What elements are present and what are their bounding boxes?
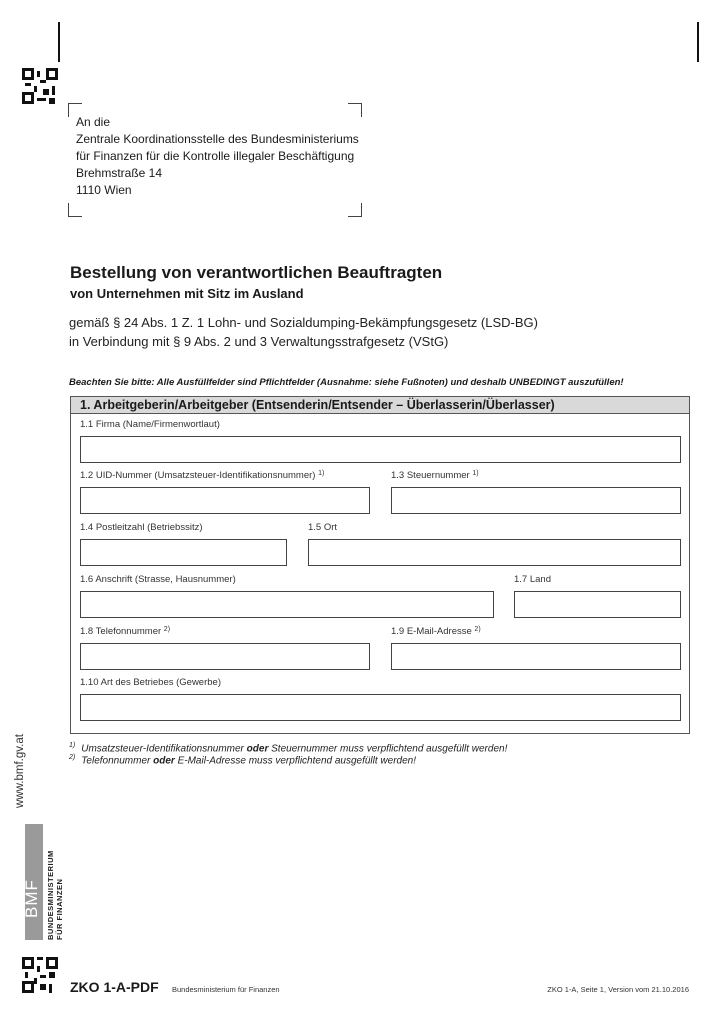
label-plz: 1.4 Postleitzahl (Betriebssitz) xyxy=(80,522,203,533)
qr-code-bottom-icon xyxy=(22,957,58,993)
page-title: Bestellung von verantwortlichen Beauftragten xyxy=(70,263,443,282)
address-line: 1110 Wien xyxy=(76,183,132,197)
footer-organization: Bundesministerium für Finanzen xyxy=(172,985,280,994)
ort-field[interactable] xyxy=(308,539,681,566)
label-firma: 1.1 Firma (Name/Firmenwortlaut) xyxy=(80,419,220,430)
label-email-text: 1.9 E-Mail-Adresse xyxy=(391,626,472,637)
label-email xyxy=(391,626,481,637)
address-corner-br xyxy=(348,203,362,217)
footnote-ref: 1) xyxy=(472,470,479,477)
label-ort: 1.5 Ort xyxy=(308,522,338,533)
steuernummer-field[interactable] xyxy=(391,487,681,514)
registration-mark-right xyxy=(697,22,699,62)
footnote-ref: 1) xyxy=(318,470,325,477)
section-heading: 1. Arbeitgeberin/Arbeitgeber (Entsenderin/Entsender – Überlasserin/Überlasser) xyxy=(71,397,689,414)
footnote-mark: 1) xyxy=(69,742,76,749)
footnote-emphasis: oder xyxy=(246,743,269,755)
label-anschrift: 1.6 Anschrift (Strasse, Hausnummer) xyxy=(80,574,236,585)
footnote-text: E-Mail-Adresse muss verpflichtend ausgefüllt werden! xyxy=(174,755,417,767)
page-subtitle: von Unternehmen mit Sitz im Ausland xyxy=(70,286,304,301)
label-telefon xyxy=(80,626,170,637)
footnote-mark: 2) xyxy=(69,754,76,761)
email-field[interactable] xyxy=(391,643,681,670)
footnote-text: Telefonnummer xyxy=(81,755,154,767)
footnote-text: Umsatzsteuer-Identifikationsnummer xyxy=(81,743,247,755)
ministry-name-line: BUNDESMINISTERIUM xyxy=(46,850,55,940)
label-steuernummer-text: 1.3 Steuernummer xyxy=(391,470,470,481)
address-line: für Finanzen für die Kontrolle illegaler Beschäftigung xyxy=(76,149,355,163)
legal-basis-line: gemäß § 24 Abs. 1 Z. 1 Lohn- und Sozialdumping-Bekämpfungsgesetz (LSD-BG) xyxy=(69,315,538,330)
recipient-address xyxy=(76,114,359,199)
website-url: www.bmf.gv.at xyxy=(14,734,26,808)
telefonnummer-field[interactable] xyxy=(80,643,370,670)
art-des-betriebes-field[interactable] xyxy=(80,694,681,721)
postleitzahl-field[interactable] xyxy=(80,539,287,566)
label-land: 1.7 Land xyxy=(514,574,551,585)
label-betrieb: 1.10 Art des Betriebes (Gewerbe) xyxy=(80,677,221,688)
legal-basis xyxy=(69,313,538,351)
mandatory-notice: Beachten Sie bitte: Alle Ausfüllfelder sind Pflichtfelder (Ausnahme: siehe Fußnoten) und deshalb UNBEDINGT auszufüllen! xyxy=(69,377,624,388)
footnote-emphasis: oder xyxy=(153,755,175,767)
address-line: Brehmstraße 14 xyxy=(76,166,163,180)
section-employer xyxy=(70,396,690,734)
label-uid-text: 1.2 UID-Nummer (Umsatzsteuer-Identifikationsnummer) xyxy=(80,470,316,481)
footnote-ref: 2) xyxy=(474,626,481,633)
legal-basis-line: in Verbindung mit § 9 Abs. 2 und 3 Verwaltungsstrafgesetz (VStG) xyxy=(69,334,449,349)
address-line: Zentrale Koordinationsstelle des Bundesministeriums xyxy=(76,132,359,146)
address-corner-bl xyxy=(68,203,82,217)
label-telefon-text: 1.8 Telefonnummer xyxy=(80,626,162,637)
form-code: ZKO 1-A-PDF xyxy=(70,979,159,995)
ministry-name xyxy=(46,850,64,940)
land-field[interactable] xyxy=(514,591,681,618)
uid-field[interactable] xyxy=(80,487,370,514)
ministry-name-line: FÜR FINANZEN xyxy=(55,878,64,940)
registration-mark-left xyxy=(58,22,60,62)
footnote-1 xyxy=(69,742,507,754)
label-steuernummer xyxy=(391,470,479,481)
qr-code-icon xyxy=(22,68,58,104)
footnote-ref: 2) xyxy=(163,626,171,633)
footnote-text: Steuernummer muss verpflichtend ausgefüllt werden! xyxy=(268,743,508,755)
address-line: An die xyxy=(76,115,111,129)
footnote-2 xyxy=(69,754,416,766)
firma-field[interactable] xyxy=(80,436,681,463)
label-uid xyxy=(80,470,324,481)
bmf-logo-text: BMF xyxy=(22,879,41,918)
footer-version: ZKO 1-A, Seite 1, Version vom 21.10.2016 xyxy=(547,985,689,994)
anschrift-field[interactable] xyxy=(80,591,494,618)
